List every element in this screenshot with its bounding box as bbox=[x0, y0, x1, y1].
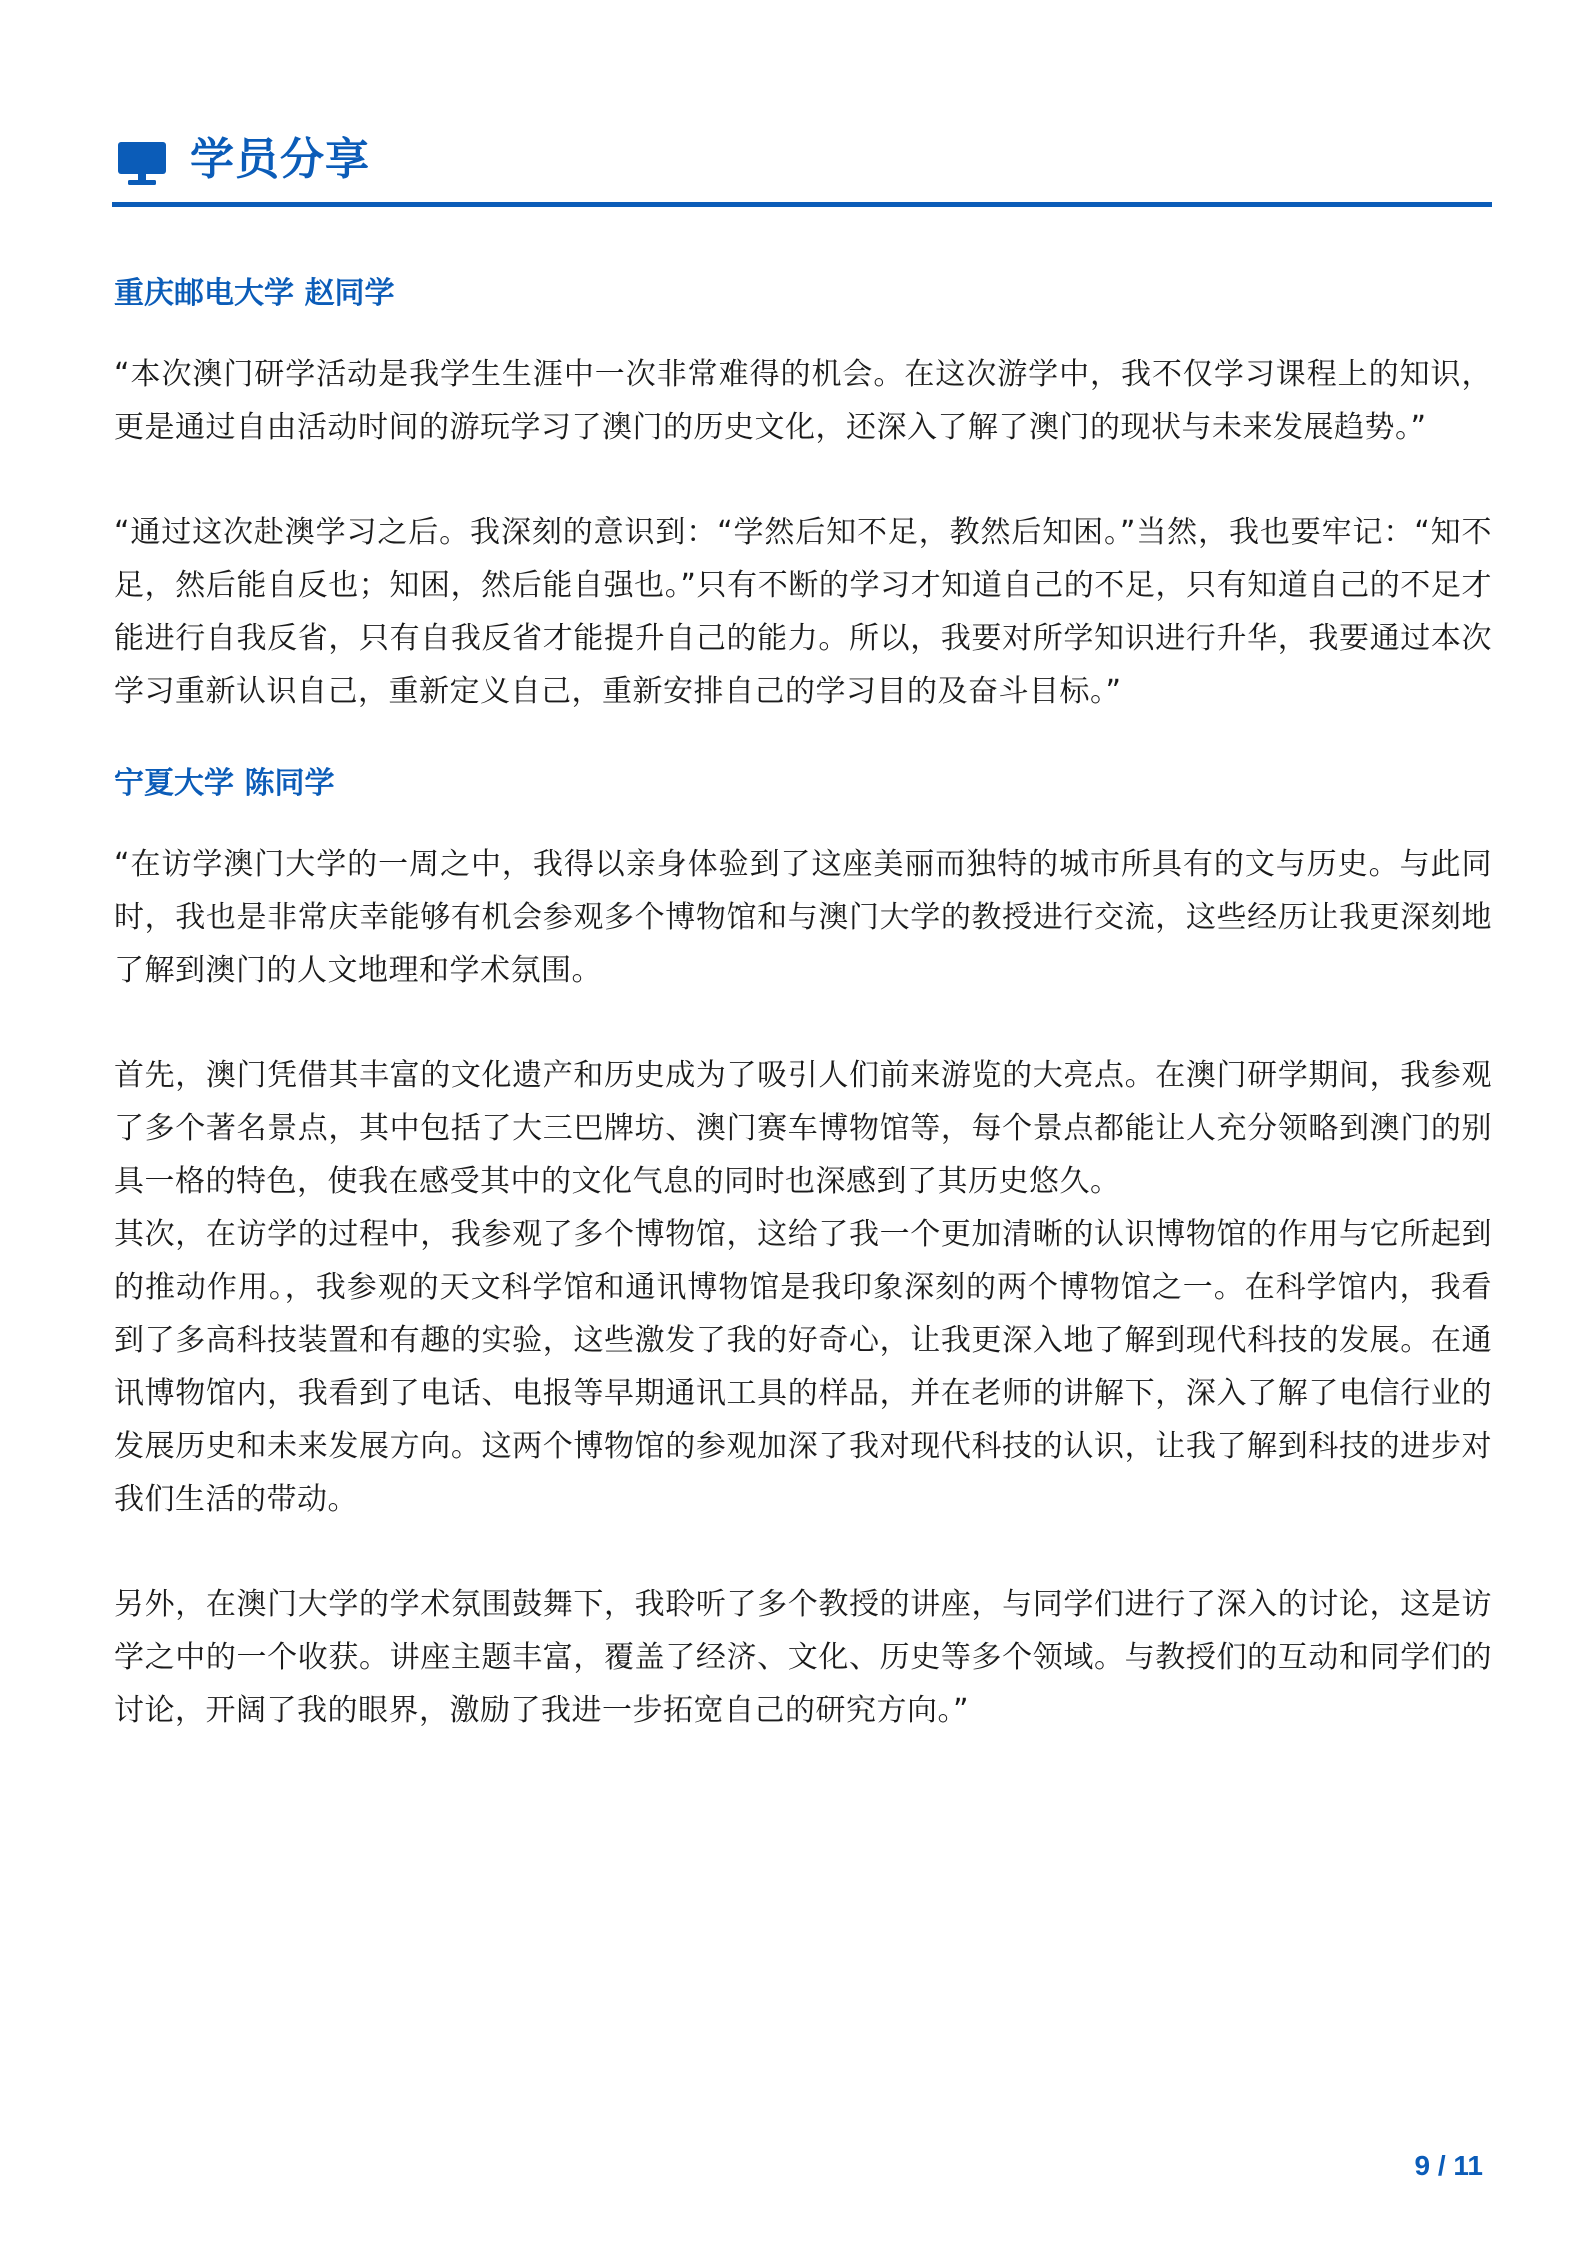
paragraph: 其次，在访学的过程中，我参观了多个博物馆，这给了我一个更加清晰的认识博物馆的作用与它所起到的推动作用。，我参观的天文科学馆和通讯博物馆是我印象深刻的两个博物馆之一。在科学馆内，我看到了多高科技装置和有趣的实验，这些激发了我的好奇心，让我更深入地了解到现代科技的发展。在通讯博物馆内，我看到了电话、电报等早期通讯工具的样品，并在老师的讲解下，深入了解了电信行业的发展历史和未来发展方向。这两个博物馆的参观加深了我对现代科技的认识，让我了解到科技的进步对我们生活的带动。 bbox=[114, 1217, 1492, 1517]
section-heading: 宁夏大学 陈同学 bbox=[114, 766, 335, 801]
paragraph: 首先，澳门凭借其丰富的文化遗产和历史成为了吸引人们前来游览的大亮点。在澳门研学期间，我参观了多个著名景点，其中包括了大三巴牌坊、澳门赛车博物馆等，每个景点都能让人充分领略到澳门的别具一格的特色，使我在感受其中的文化气息的同时也深感到了其历史悠久。 bbox=[114, 1058, 1492, 1199]
testimonial-section-2 bbox=[114, 758, 1492, 1737]
paragraph: “在访学澳门大学的一周之中，我得以亲身体验到了这座美丽而独特的城市所具有的文与历史。与此同时，我也是非常庆幸能够有机会参观多个博物馆和与澳门大学的教授进行交流，这些经历让我更深刻地了解到澳门的人文地理和学术氛围。 bbox=[114, 847, 1492, 988]
paragraph: “通过这次赴澳学习之后。我深刻的意识到：“学然后知不足，教然后知困。”当然，我也要牢记：“知不足，然后能自反也；知困，然后能自强也。”只有不断的学习才知道自己的不足，只有知道自己的不足才能进行自我反省，只有自我反省才能提升自己的能力。所以，我要对所学知识进行升华，我要通过本次学习重新认识自己，重新定义自己，重新安排自己的学习目的及奋斗目标。” bbox=[114, 515, 1492, 709]
monitor-icon bbox=[116, 138, 168, 190]
section-heading: 重庆邮电大学 赵同学 bbox=[114, 276, 395, 311]
main-content bbox=[114, 268, 1492, 1737]
paragraph: 另外，在澳门大学的学术氛围鼓舞下，我聆听了多个教授的讲座，与同学们进行了深入的讨论，这是访学之中的一个收获。讲座主题丰富，覆盖了经济、文化、历史等多个领域。与教授们的互动和同学们的讨论，开阔了我的眼界，激励了我进一步拓宽自己的研究方向。” bbox=[114, 1587, 1492, 1728]
testimonial-section-1 bbox=[114, 268, 1492, 718]
page-header bbox=[112, 128, 1492, 208]
header-divider bbox=[112, 202, 1492, 207]
page-number: 9 / 11 bbox=[1414, 2150, 1483, 2181]
paragraph: “本次澳门研学活动是我学生生涯中一次非常难得的机会。在这次游学中，我不仅学习课程上的知识，更是通过自由活动时间的游玩学习了澳门的历史文化，还深入了解了澳门的现状与未来发展趋势。” bbox=[114, 357, 1492, 445]
page-title: 学员分享 bbox=[190, 134, 370, 185]
